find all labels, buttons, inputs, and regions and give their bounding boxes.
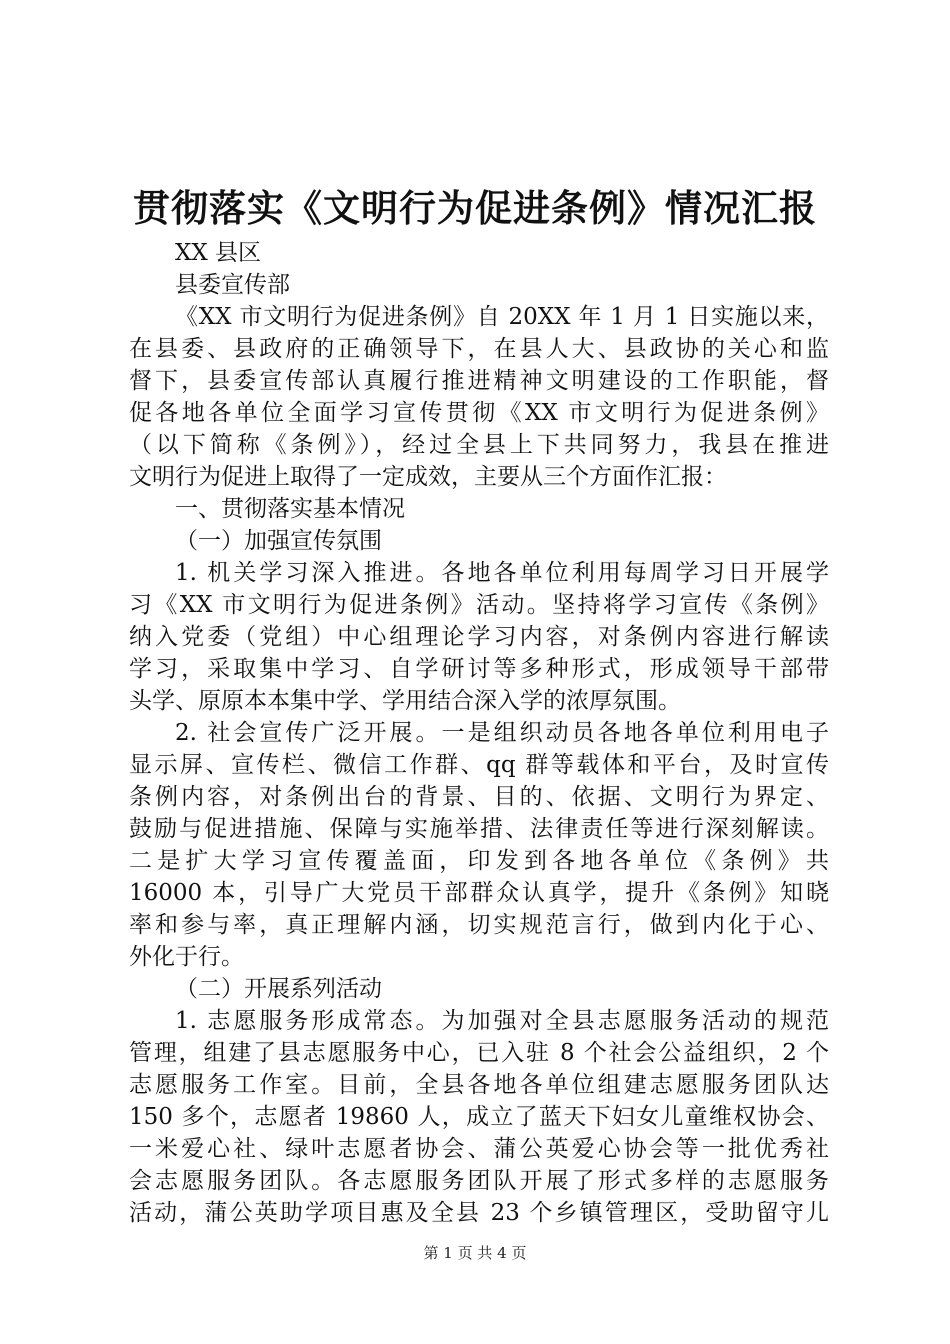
paragraph-line: （一）加强宣传氛围 <box>175 528 382 554</box>
paragraph-line: 一米爱心社、绿叶志愿者协会、蒲公英爱心协会等一批优秀社 <box>129 1136 829 1162</box>
paragraph-line: 活动，蒲公英助学项目惠及全县 23 个乡镇管理区，受助留守儿 <box>129 1200 829 1226</box>
paragraph-line: 会志愿服务团队。各志愿服务团队开展了形式多样的志愿服务 <box>129 1168 829 1194</box>
paragraph-line: 纳入党委（党组）中心组理论学习内容，对条例内容进行解读 <box>129 624 829 650</box>
paragraph-line: 16000 本，引导广大党员干部群众认真学，提升《条例》知晓 <box>129 880 829 906</box>
paragraph-line: XX 县区 <box>175 240 262 266</box>
paragraph-line: 1. 志愿服务形成常态。为加强对全县志愿服务活动的规范 <box>175 1008 829 1034</box>
paragraph-line: 率和参与率，真正理解内涵，切实规范言行，做到内化于心、 <box>129 912 829 938</box>
paragraph-line: 头学、原原本本集中学、学用结合深入学的浓厚氛围。 <box>129 688 681 714</box>
paragraph-line: 促各地各单位全面学习宣传贯彻《XX 市文明行为促进条例》 <box>129 400 829 426</box>
page-footer: 第 1 页 共 4 页 <box>423 1244 527 1262</box>
paragraph-line: 150 多个，志愿者 19860 人，成立了蓝天下妇女儿童维权协会、 <box>129 1104 829 1130</box>
paragraph-line: 督下，县委宣传部认真履行推进精神文明建设的工作职能，督 <box>129 368 829 394</box>
paragraph-line: 《XX 市文明行为促进条例》自 20XX 年 1 月 1 日实施以来， <box>175 304 829 330</box>
paragraph-line: 管理，组建了县志愿服务中心，已入驻 8 个社会公益组织，2 个 <box>129 1040 829 1066</box>
paragraph-line: 志愿服务工作室。目前，全县各地各单位组建志愿服务团队达 <box>129 1072 829 1098</box>
paragraph-line: 习《XX 市文明行为促进条例》活动。坚持将学习宣传《条例》 <box>129 592 829 618</box>
paragraph-line: 文明行为促进上取得了一定成效，主要从三个方面作汇报： <box>129 464 727 490</box>
paragraph-line: 鼓励与促进措施、保障与实施举措、法律责任等进行深刻解读。 <box>129 816 829 842</box>
paragraph-line: （二）开展系列活动 <box>175 976 382 1002</box>
paragraph-line: 条例内容，对条例出台的背景、目的、依据、文明行为界定、 <box>129 784 829 810</box>
paragraph-line: 一、贯彻落实基本情况 <box>175 496 405 522</box>
paragraph-line: 2. 社会宣传广泛开展。一是组织动员各地各单位利用电子 <box>175 720 829 746</box>
document-body <box>129 237 829 1229</box>
paragraph-line: 学习，采取集中学习、自学研讨等多种形式，形成领导干部带 <box>129 656 829 682</box>
paragraph-line: 二是扩大学习宣传覆盖面，印发到各地各单位《条例》共 <box>129 848 829 874</box>
paragraph-line: 显示屏、宣传栏、微信工作群、qq 群等载体和平台，及时宣传 <box>129 752 829 778</box>
paragraph-line: （以下简称《条例》），经过全县上下共同努力，我县在推进 <box>129 432 829 458</box>
paragraph-line: 1. 机关学习深入推进。各地各单位利用每周学习日开展学 <box>175 560 829 586</box>
document-title: 贯彻落实《文明行为促进条例》情况汇报 <box>133 186 817 230</box>
paragraph-line: 在县委、县政府的正确领导下，在县人大、县政协的关心和监 <box>129 336 829 362</box>
paragraph-line: 县委宣传部 <box>175 272 290 298</box>
paragraph-line: 外化于行。 <box>129 944 244 970</box>
